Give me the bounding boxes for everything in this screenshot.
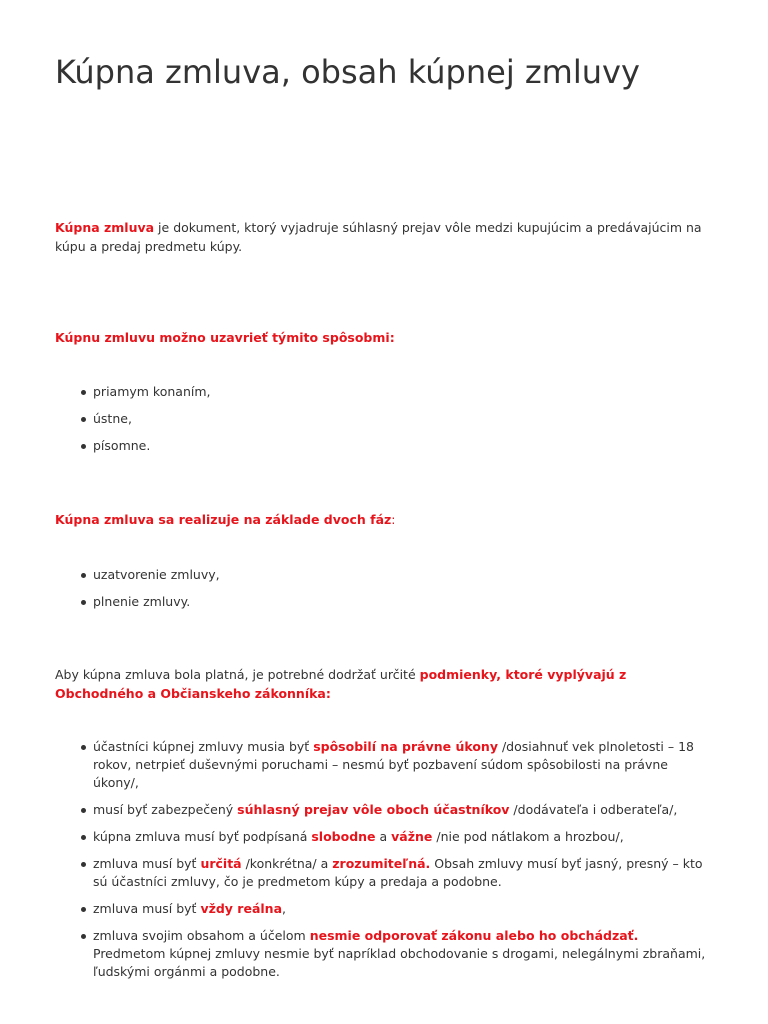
page-title: Kúpna zmluva, obsah kúpnej zmluvy bbox=[55, 53, 640, 91]
phases-heading-text: Kúpna zmluva sa realizuje na základe dvoch fáz bbox=[55, 512, 392, 527]
list-item: zmluva musí byť určitá /konkrétna/ a zrozumiteľná. Obsah zmluvy musí byť jasný, presný – kto sú účastníci zmluvy, čo je predmetom kúpy a predaja a podobne. bbox=[93, 855, 713, 891]
list-item: kúpna zmluva musí byť podpísaná slobodne a vážne /nie pod nátlakom a hrozbou/, bbox=[93, 828, 713, 846]
conditions-lead-emphasis: podmienky, ktoré vyplývajú z Obchodného a Občianskeho zákonníka: bbox=[55, 667, 627, 701]
intro-text: je dokument, ktorý vyjadruje súhlasný prejav vôle medzi kupujúcim a predávajúcim na kúpu a predaj predmetu kúpy. bbox=[55, 220, 702, 254]
conditions-lead bbox=[55, 665, 705, 703]
ways-heading bbox=[55, 328, 705, 347]
list-item: zmluva musí byť vždy reálna, bbox=[93, 900, 713, 918]
conditions-list bbox=[55, 738, 713, 990]
list-item: plnenie zmluvy. bbox=[93, 593, 713, 611]
phases-heading-suffix: : bbox=[391, 512, 396, 527]
list-item: uzatvorenie zmluvy, bbox=[93, 566, 713, 584]
list-item: písomne. bbox=[93, 437, 713, 455]
ways-heading-text: Kúpnu zmluvu možno uzavrieť týmito spôsobmi: bbox=[55, 330, 395, 345]
list-item: musí byť zabezpečený súhlasný prejav vôle oboch účastníkov /dodávateľa i odberateľa/, bbox=[93, 801, 713, 819]
intro-paragraph bbox=[55, 218, 705, 256]
phases-list bbox=[55, 566, 713, 620]
list-item: ústne, bbox=[93, 410, 713, 428]
ways-list bbox=[55, 383, 713, 464]
list-item: účastníci kúpnej zmluvy musia byť spôsobilí na právne úkony /dosiahnuť vek plnoletosti – 18 rokov, netrpieť duševnými poruchami – nesmú byť pozbavení súdom spôsobilosti na právne úkony/, bbox=[93, 738, 713, 792]
conditions-lead-text: Aby kúpna zmluva bola platná, je potrebné dodržať určité bbox=[55, 667, 420, 682]
intro-term: Kúpna zmluva bbox=[55, 220, 155, 235]
list-item: priamym konaním, bbox=[93, 383, 713, 401]
list-item: zmluva svojim obsahom a účelom nesmie odporovať zákonu alebo ho obchádzať. Predmetom kúpnej zmluvy nesmie byť napríklad obchodovanie s drogami, nelegálnymi zbraňami, ľudskými orgánmi a podobne. bbox=[93, 927, 713, 981]
phases-heading bbox=[55, 510, 705, 529]
